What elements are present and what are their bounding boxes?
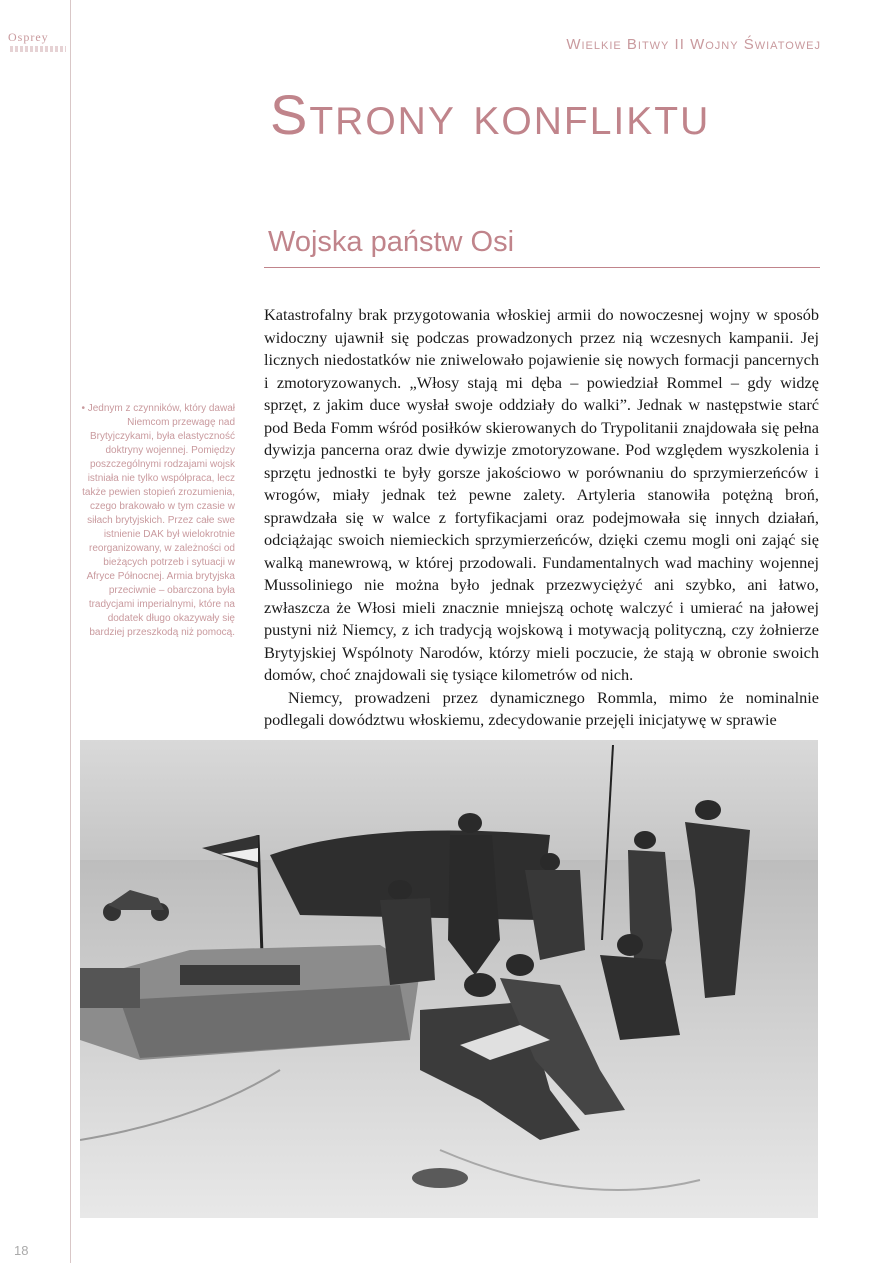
body-paragraph-1: Katastrofalny brak przygotowania włoskiej armii do nowoczesnej wojny w sposób widoczny ujawnił się podczas prowadzonych przez nią wczesnych kampanii. Jej licznych niedostatków nie zniwelowało pojawienie się nowych formacji pancernych i zmotoryzowanych. „Włosy stają mi dęba – powiedział Rommel – gdy widzę sprzęt, z jakim duce wysłał swoje oddziały do walki”. Jednak w następstwie starć pod Beda Fomm wśród posiłków skierowanych do Trypolitanii znajdowała się pełna dywizja pancerna oraz dwie dywizje zmotoryzowane. Pod względem wyszkolenia i sprzętu jednostki te były gorsze jakościowo w porównaniu do sprzymierzeńców i wrogów, miały jednak też pewne zalety. Artyleria stanowiła potężną broń, sprawdzała się w walce z fortyfikacjami oraz podejmowała się innych działań, odciążając swoich niemieckich sprzymierzeńców, dzięki czemu mogli oni zająć się walką manewrową, w której przodowali. Fundamentalnych wad machiny wojennej Mussoliniego nie można było jednak przezwyciężyć ani szybko, ani łatwo, zwłaszcza że Włosi mieli znacznie mniejszą ochotę walczyć i umierać na jałowej pustyni niż Niemcy, z ich tradycją wojskową i motywacją polityczną, czy żołnierze Brytyjskiej Wspólnoty Narodów, którzy mieli poczucie, że stają w obronie swoich domów, choć znajdowali się tysiące kilometrów od nich.: [264, 305, 819, 684]
sidebar-note: [80, 402, 235, 640]
chapter-title: Strony konfliktu: [270, 83, 711, 146]
series-title: Wielkie Bitwy II Wojny Światowej: [566, 36, 821, 53]
publisher-logo-subline: [10, 46, 66, 52]
section-title: Wojska państw Osi: [268, 226, 515, 258]
publisher-logo: Osprey: [8, 30, 49, 44]
sidebar-note-text: • Jednym z czynników, który dawał Niemcom przewagę nad Brytyjczykami, była elastyczność doktryny wojennej. Pomiędzy poszczególnymi rodzajami wojsk istniała nie tylko współpraca, lecz także pewien stopień zrozumienia, czego brakowało w tym czasie w siłach brytyjskich. Przez całe swe istnienie DAK był wielokrotnie reorganizowany, w zależności od bieżących potrzeb i sytuacji w Afryce Północnej. Armia brytyjska przeciwnie – obarczona była tradycjami imperialnymi, które na dodatek długo okazywały się bardziej przeszkodą niż pomocą.: [81, 403, 235, 638]
photo-soldiers-desert: [80, 740, 818, 1218]
margin-rule: [70, 0, 71, 1263]
page-number: 18: [14, 1243, 29, 1258]
body-text: [264, 304, 819, 732]
section-title-underline: [264, 267, 820, 268]
body-paragraph-2: Niemcy, prowadzeni przez dynamicznego Rommla, mimo że nominalnie podlegali dowództwu włoskiemu, zdecydowanie przejęli inicjatywę w sprawie: [264, 687, 819, 729]
